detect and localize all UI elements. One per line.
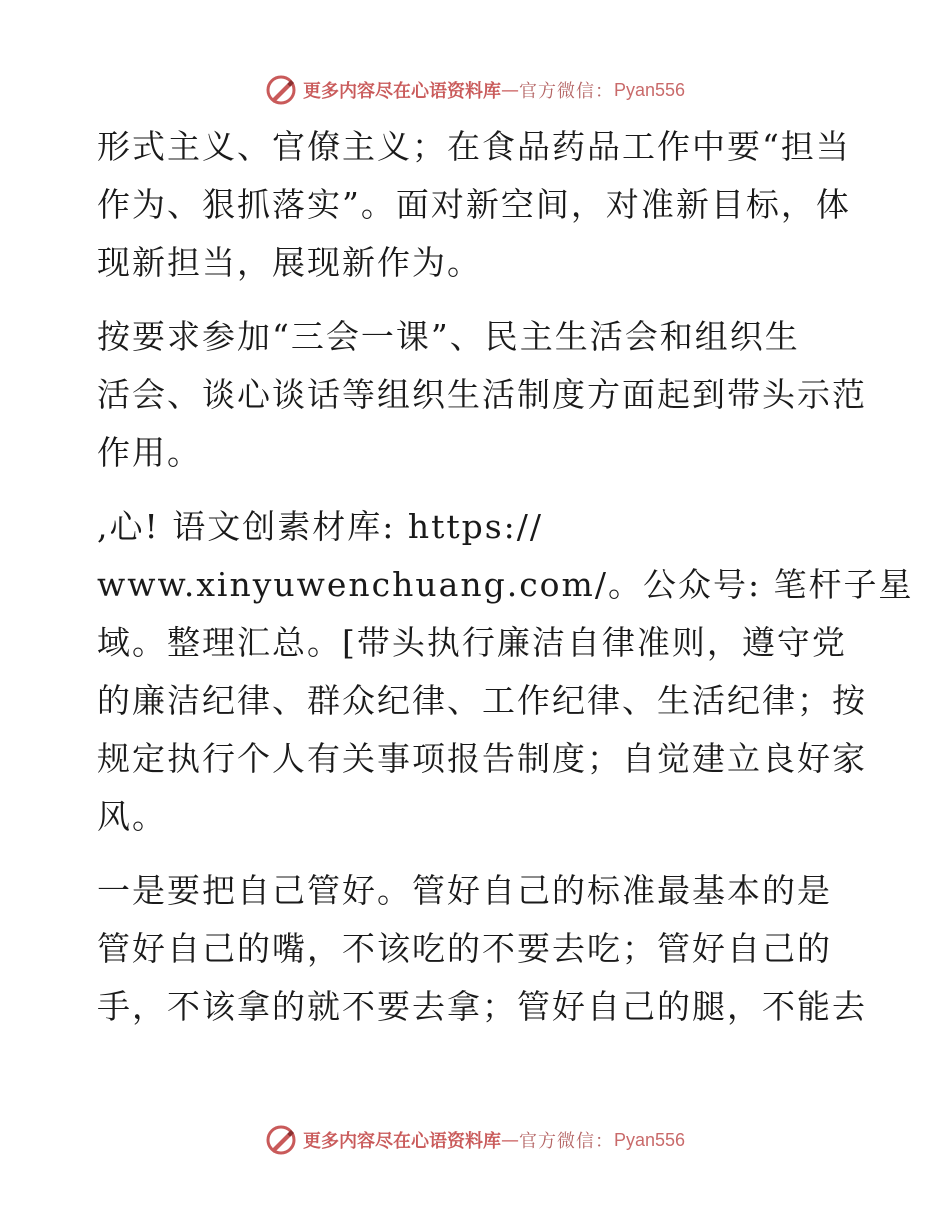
- text-line: 管好自己的嘴，不该吃的不要去吃；管好自己的: [97, 929, 832, 968]
- pen-logo-icon: [265, 1124, 297, 1156]
- paragraph-2: [97, 308, 867, 482]
- watermark-wechat-id: Pyan556: [613, 79, 686, 100]
- header-watermark: [0, 70, 950, 110]
- text-line: 手，不该拿的就不要去拿；管好自己的腿，不能去: [97, 987, 867, 1026]
- text-line: 按要求参加“三会一课”、民主生活会和组织生: [97, 317, 800, 356]
- text-line: 活会、谈心谈话等组织生活制度方面起到带头示范: [97, 375, 867, 414]
- pen-logo-icon: [265, 74, 297, 106]
- paragraph-1: [97, 118, 857, 292]
- watermark-dash: —: [500, 1129, 519, 1151]
- text-line: ,心! 语文创素材库: https://: [97, 507, 544, 546]
- footer-watermark: [0, 1120, 950, 1160]
- watermark-wechat-label: 官方微信：: [518, 1131, 614, 1152]
- text-line: 的廉洁纪律、群众纪律、工作纪律、生活纪律；按: [97, 681, 867, 720]
- text-line: 作为、狠抓落实”。面对新空间，对准新目标，体: [97, 185, 851, 224]
- watermark-wechat-id: Pyan556: [613, 1129, 686, 1150]
- text-line: 域。整理汇总。[带头执行廉洁自律准则，遵守党: [97, 623, 847, 662]
- text-line: 风。: [97, 797, 167, 836]
- document-body: [97, 118, 914, 1052]
- watermark-dash: —: [500, 79, 519, 101]
- text-line: 形式主义、官僚主义；在食品药品工作中要“担当: [97, 127, 851, 166]
- text-line: 规定执行个人有关事项报告制度；自觉建立良好家: [97, 739, 867, 778]
- text-line: 现新担当，展现新作为。: [97, 243, 482, 282]
- watermark-main-text: 更多内容尽在心语资料库: [302, 1131, 501, 1152]
- paragraph-4: [97, 862, 867, 1036]
- paragraph-3: [97, 498, 914, 846]
- watermark-main-text: 更多内容尽在心语资料库: [302, 81, 501, 102]
- text-line: 作用。: [97, 433, 202, 472]
- text-line: 一是要把自己管好。管好自己的标准最基本的是: [97, 871, 832, 910]
- text-line: www.xinyuwenchuang.com/。公众号: 笔杆子星: [97, 565, 914, 604]
- watermark-wechat-label: 官方微信：: [518, 81, 614, 102]
